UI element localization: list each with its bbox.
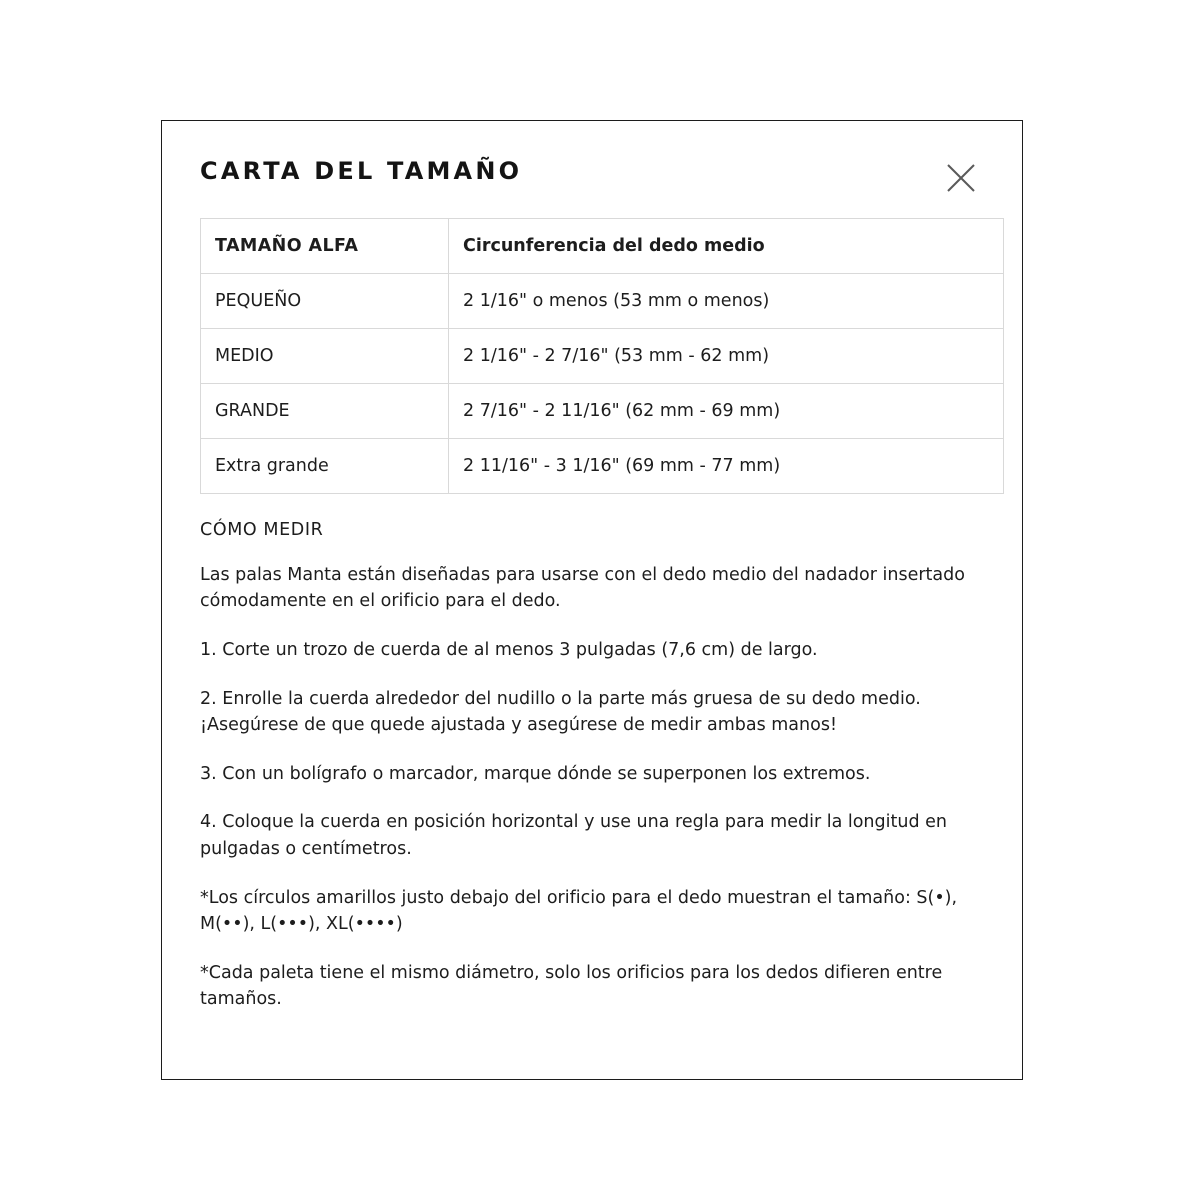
note-dots-paragraph: *Los círculos amarillos justo debajo del orificio para el dedo muestran el tamaño: S(•), M(••), L(•••), XL(••••)	[200, 887, 958, 935]
step-1-paragraph: 1. Corte un trozo de cuerda de al menos 3 pulgadas (7,6 cm) de largo.	[200, 639, 818, 660]
column-header-circumference: Circunferencia del dedo medio	[449, 218, 1004, 273]
table-header-row	[201, 218, 1004, 273]
cell-size: GRANDE	[201, 383, 449, 438]
size-chart-table	[200, 218, 1004, 494]
cell-circumference: 2 11/16" - 3 1/16" (69 mm - 77 mm)	[449, 438, 1004, 493]
step-2-paragraph: 2. Enrolle la cuerda alrededor del nudillo o la parte más gruesa de su dedo medio. ¡Asegúrese de que quede ajustada y asegúrese de medir ambas manos!	[200, 688, 921, 736]
cell-circumference: 2 1/16" - 2 7/16" (53 mm - 62 mm)	[449, 328, 1004, 383]
note-diameter-paragraph: *Cada paleta tiene el mismo diámetro, solo los orificios para los dedos difieren entre tamaños.	[200, 962, 943, 1010]
close-icon[interactable]	[944, 161, 978, 195]
column-header-size: TAMAÑO ALFA	[201, 218, 449, 273]
table-row	[201, 328, 1004, 383]
cell-size: MEDIO	[201, 328, 449, 383]
table-row	[201, 383, 1004, 438]
modal-content	[200, 143, 1002, 1069]
size-chart-modal	[161, 120, 1023, 1080]
step-4-paragraph: 4. Coloque la cuerda en posición horizontal y use una regla para medir la longitud en pulgadas o centímetros.	[200, 812, 947, 859]
cell-size: Extra grande	[201, 438, 449, 493]
intro-paragraph: Las palas Manta están diseñadas para usarse con el dedo medio del nadador insertado cómodamente en el orificio para el dedo.	[200, 564, 965, 612]
table-row	[201, 438, 1004, 493]
cell-circumference: 2 7/16" - 2 11/16" (62 mm - 69 mm)	[449, 383, 1004, 438]
step-3-paragraph: 3. Con un bolígrafo o marcador, marque dónde se superponen los extremos.	[200, 763, 871, 784]
how-to-measure-label: CÓMO MEDIR	[200, 519, 324, 540]
table-row	[201, 273, 1004, 328]
page-title: CARTA DEL TAMAÑO	[200, 157, 523, 185]
cell-size: PEQUEÑO	[201, 273, 449, 328]
cell-circumference: 2 1/16" o menos (53 mm o menos)	[449, 273, 1004, 328]
